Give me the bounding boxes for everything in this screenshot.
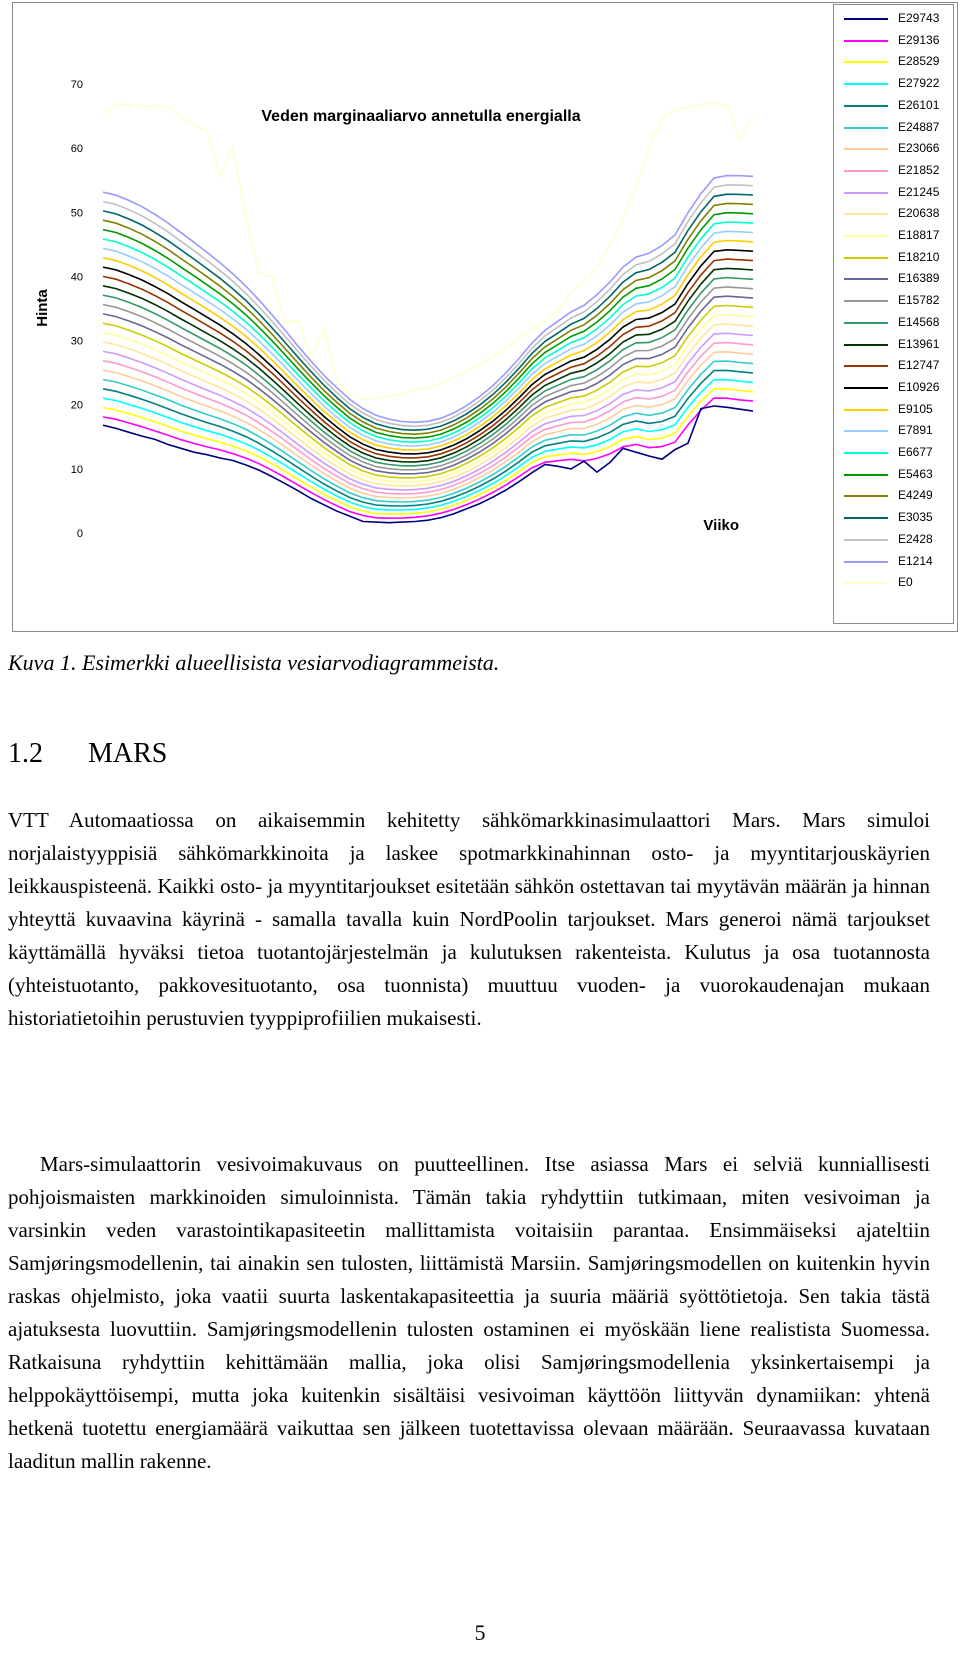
y-tick-label: 70 [70, 79, 83, 91]
legend-item-e21245 [834, 183, 955, 203]
series-line-e4249 [103, 203, 753, 434]
legend-item-e13961 [834, 335, 955, 355]
y-tick-label: 40 [70, 271, 83, 284]
legend-label: E12747 [898, 358, 940, 373]
legend-item-e26101 [834, 96, 955, 116]
legend-swatch [844, 344, 888, 346]
legend-label: E26101 [898, 97, 940, 112]
legend-swatch [844, 582, 888, 584]
figure-caption: Kuva 1. Esimerkki alueellisista vesiarvodiagrammeista. [8, 650, 500, 675]
legend-swatch [844, 170, 888, 172]
legend-item-e21852 [834, 161, 955, 181]
legend-label: E9105 [898, 401, 933, 416]
legend-label: E7891 [898, 423, 933, 438]
legend-item-e18817 [834, 226, 955, 246]
legend-swatch [844, 257, 888, 259]
chart-title: Veden marginaaliarvo annetulla energialla [261, 108, 581, 125]
legend-swatch [844, 387, 888, 389]
legend-swatch [844, 127, 888, 129]
legend-item-e7891 [834, 421, 955, 441]
legend-swatch [844, 452, 888, 454]
legend-label: E3035 [898, 510, 933, 525]
y-tick-label: 30 [70, 335, 83, 348]
legend-item-e23066 [834, 139, 955, 159]
legend-item-e24887 [834, 118, 955, 138]
section-heading [8, 738, 167, 770]
legend-swatch [844, 192, 888, 194]
legend-label: E14568 [898, 314, 940, 329]
legend-label: E5463 [898, 466, 933, 481]
legend-item-e2428 [834, 530, 955, 550]
legend-item-e6677 [834, 443, 955, 463]
legend-item-e15782 [834, 291, 955, 311]
figure-frame [12, 2, 958, 632]
legend-label: E21245 [898, 184, 940, 199]
y-axis-label: Hinta [34, 289, 51, 327]
legend-label: E2428 [898, 531, 933, 546]
legend-item-e0 [834, 573, 955, 593]
y-tick-label: 20 [70, 399, 83, 412]
legend-label: E6677 [898, 445, 933, 459]
legend-label: E18817 [898, 228, 940, 242]
legend-label: E24887 [898, 119, 940, 134]
legend-item-e5463 [834, 465, 955, 485]
legend-label: E23066 [898, 141, 940, 156]
legend-label: E13961 [898, 336, 940, 351]
legend-label: E20638 [898, 206, 940, 221]
legend-swatch [844, 213, 888, 215]
legend-swatch [844, 322, 888, 324]
legend-label: E0 [898, 575, 913, 590]
legend-item-e28529 [834, 52, 955, 72]
legend-item-e29136 [834, 31, 955, 51]
y-tick-label: 50 [70, 207, 83, 220]
legend-swatch [844, 278, 888, 280]
legend-label: E29136 [898, 32, 940, 47]
legend-label: E27922 [898, 76, 940, 91]
chart-legend [833, 4, 954, 624]
legend-item-e27922 [834, 74, 955, 94]
section-number: 1.2 [8, 738, 43, 769]
legend-swatch [844, 18, 888, 20]
legend-label: E10926 [898, 379, 940, 394]
legend-swatch [844, 517, 888, 519]
legend-swatch [844, 474, 888, 476]
y-tick-label: 10 [70, 463, 83, 476]
legend-label: E28529 [898, 54, 940, 69]
legend-swatch [844, 40, 888, 42]
legend-swatch [844, 430, 888, 432]
legend-swatch [844, 539, 888, 541]
legend-item-e1214 [834, 552, 955, 572]
legend-label: E29743 [898, 11, 940, 25]
paragraph-2: Mars-simulaattorin vesivoimakuvaus on puutteellinen. Itse asiassa Mars ei selviä kunniallisesti pohjoismaisten markkinoiden simuloinnista. Tämän takia ryhdyttiin tutkimaan, miten vesivoiman ja varsinkin veden varastointikapasiteetin mallittamista voitaisiin parantaa. Ensimmäiseksi ajateltiin Samjøringsmodellenin, tai ainakin sen tulosten, liittämistä Marsiin. Samjøringsmodellen on kuitenkin hyvin raskas ohjelmisto, joka vaatii suurta laskentakapasiteettia ja suuria määriä syöttötietoja. Sen takia tästä ajatuksesta luovuttiin. Samjøringsmodellenin tulosten ostaminen ei myöskään liene realistista Suomessa. Ratkaisuna ryhdyttiin kehittämään mallia, joka olisi Samjøringsmodellenia yksinkertaisempi ja helppokäyttöisempi, mutta joka kuitenkin sisältäisi vesivoiman käyttöön liittyvän dynamiikan: yhtenä hetkenä tuotettu energiamäärä vaikuttaa sen jälkeen tuotettavissa olevaan määrään. Seuraavassa kuvataan laaditun mallin rakenne. [8, 1152, 930, 1473]
line-chart [13, 3, 959, 633]
legend-label: E16389 [898, 271, 940, 286]
legend-label: E1214 [898, 553, 933, 568]
legend-swatch [844, 300, 888, 302]
legend-item-e3035 [834, 508, 955, 528]
legend-swatch [844, 235, 888, 237]
legend-swatch [844, 105, 888, 107]
legend-swatch [844, 365, 888, 367]
legend-item-e29743 [834, 9, 955, 29]
legend-swatch [844, 83, 888, 85]
section-title: MARS [88, 738, 168, 769]
legend-item-e10926 [834, 378, 955, 398]
legend-item-e12747 [834, 356, 955, 376]
legend-swatch [844, 409, 888, 411]
page-number: 5 [474, 1620, 486, 1645]
legend-item-e9105 [834, 400, 955, 420]
paragraph-1: VTT Automaatiossa on aikaisemmin kehitetty sähkömarkkinasimulaattori Mars. Mars simuloi norjalaistyyppisiä sähkömarkkinoita ja laskee spotmarkkinahinnan osto- ja myyntitarjouskäyrien leikkauspisteenä. Kaikki osto- ja myyntitarjoukset esitetään sähkön ostettavan tai myytävän määrän ja hinnan yhteyttä kuvaavina käyrinä - samalla tavalla kuin NordPoolin tarjoukset. Mars generoi nämä tarjoukset käyttämällä hyväksi tietoa tuotantojärjestelmän ja kulutuksen rakenteista. Kulutus ja osa tuotannosta (yhteistuotanto, pakkovesituotanto, osa tuonnista) muuttuu vuoden- ja vuorokaudenajan mukaan historiatietoihin perustuvien tyyppiprofiilien mukaisesti. [8, 808, 930, 1030]
legend-item-e18210 [834, 248, 955, 268]
legend-label: E21852 [898, 162, 940, 177]
legend-swatch [844, 61, 888, 63]
y-tick-label: 0 [76, 528, 83, 540]
legend-label: E15782 [898, 293, 940, 308]
legend-item-e20638 [834, 204, 955, 224]
legend-item-e16389 [834, 269, 955, 289]
y-tick-label: 60 [70, 143, 83, 156]
legend-label: E18210 [898, 249, 940, 264]
legend-swatch [844, 495, 888, 497]
legend-item-e4249 [834, 486, 955, 506]
x-axis-label: Viiko [703, 517, 739, 534]
legend-swatch [844, 148, 888, 150]
legend-label: E4249 [898, 488, 933, 503]
legend-swatch [844, 561, 888, 563]
legend-item-e14568 [834, 313, 955, 333]
